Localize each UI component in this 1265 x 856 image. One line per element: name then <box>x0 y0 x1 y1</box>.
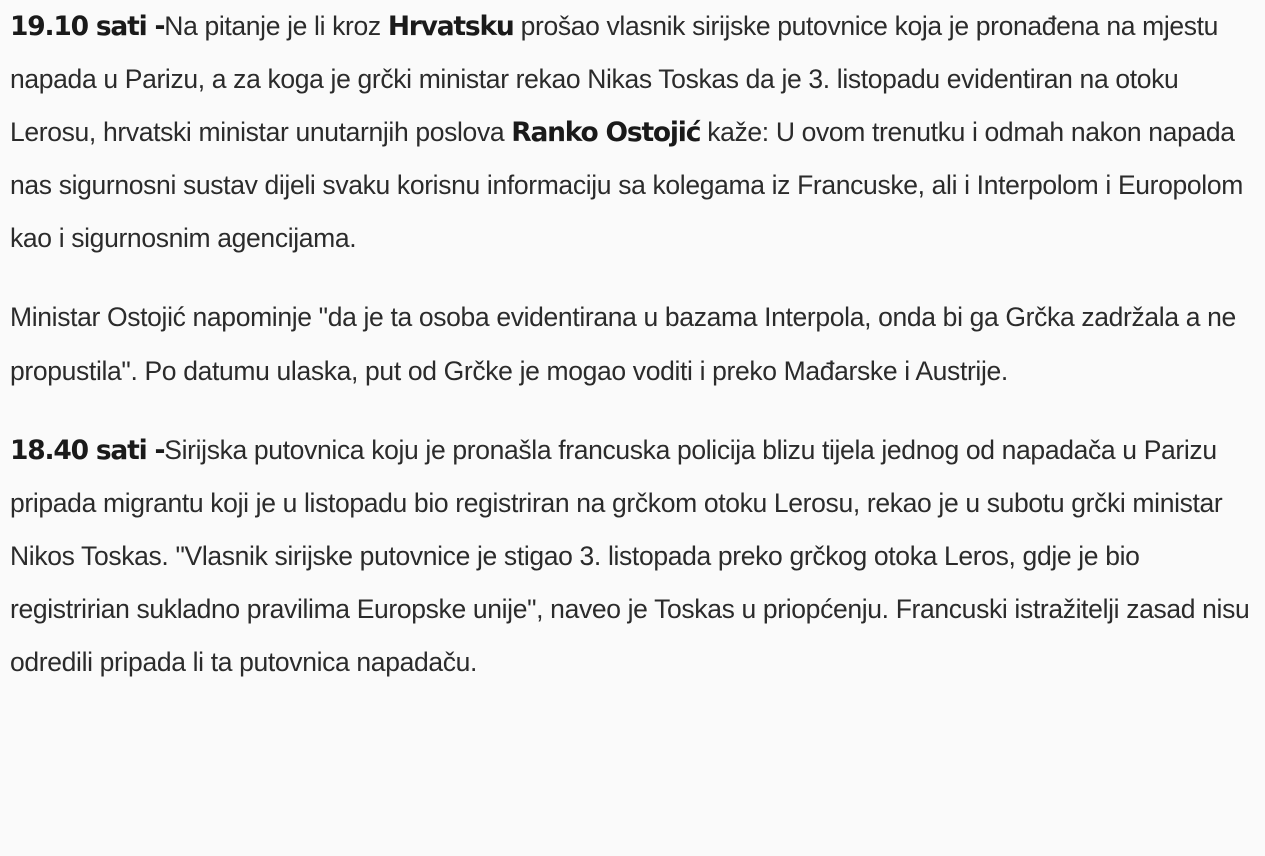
update-timestamp: 18.40 sati - <box>10 434 165 466</box>
update-timestamp: 19.10 sati - <box>10 11 165 42</box>
highlight-minister-name: Ranko Ostojić <box>511 117 701 149</box>
update-text: prošao vlasnik sirijske putovnice koja je pronađena na mjestu napada u Parizu, a za koga je grčki ministar rekao Nikas Toskas da je 3. listopadu evidentiran na otoku Lerosu, hrvatski ministar unutarnjih poslova <box>10 11 1219 148</box>
update-text: Na pitanje je li kroz <box>164 11 388 41</box>
update-text: Sirijska putovnica koju je pronašla francuska policija blizu tijela jednog od napadača u Parizu pripada migrantu koji je u listopadu bio registriran na grčkom otoku Lerosu, rekao je u subotu grčki ministar Nikos Toskas. "Vlasnik sirijske putovnice je stigao 3. listopada preko grčkog otoka Leros, gdje je bio registririan sukladno pravilima Europske unije", naveo je Toskas u priopćenju. Francuski istražitelji zasad nisu odredili pripada li ta putovnica napadaču. <box>10 434 1250 678</box>
update-text: kaže: U ovom trenutku i odmah nakon napada nas sigurnosni sustav dijeli svaku korisnu informaciju sa kolegama iz Francuske, ali i Interpolom i Europolom kao i sigurnosnim agencijama. <box>10 117 1243 254</box>
news-update-19-10-continued <box>10 291 1259 397</box>
news-update-18-40 <box>10 424 1259 689</box>
update-text: Ministar Ostojić napominje "da je ta osoba evidentirana u bazama Interpola, onda bi ga Grčka zadržala a ne propustila". Po datumu ulaska, put od Grčke je mogao voditi i preko Mađarske i Austrije. <box>10 302 1236 386</box>
news-update-19-10 <box>10 0 1259 265</box>
highlight-country: Hrvatsku <box>387 11 514 42</box>
